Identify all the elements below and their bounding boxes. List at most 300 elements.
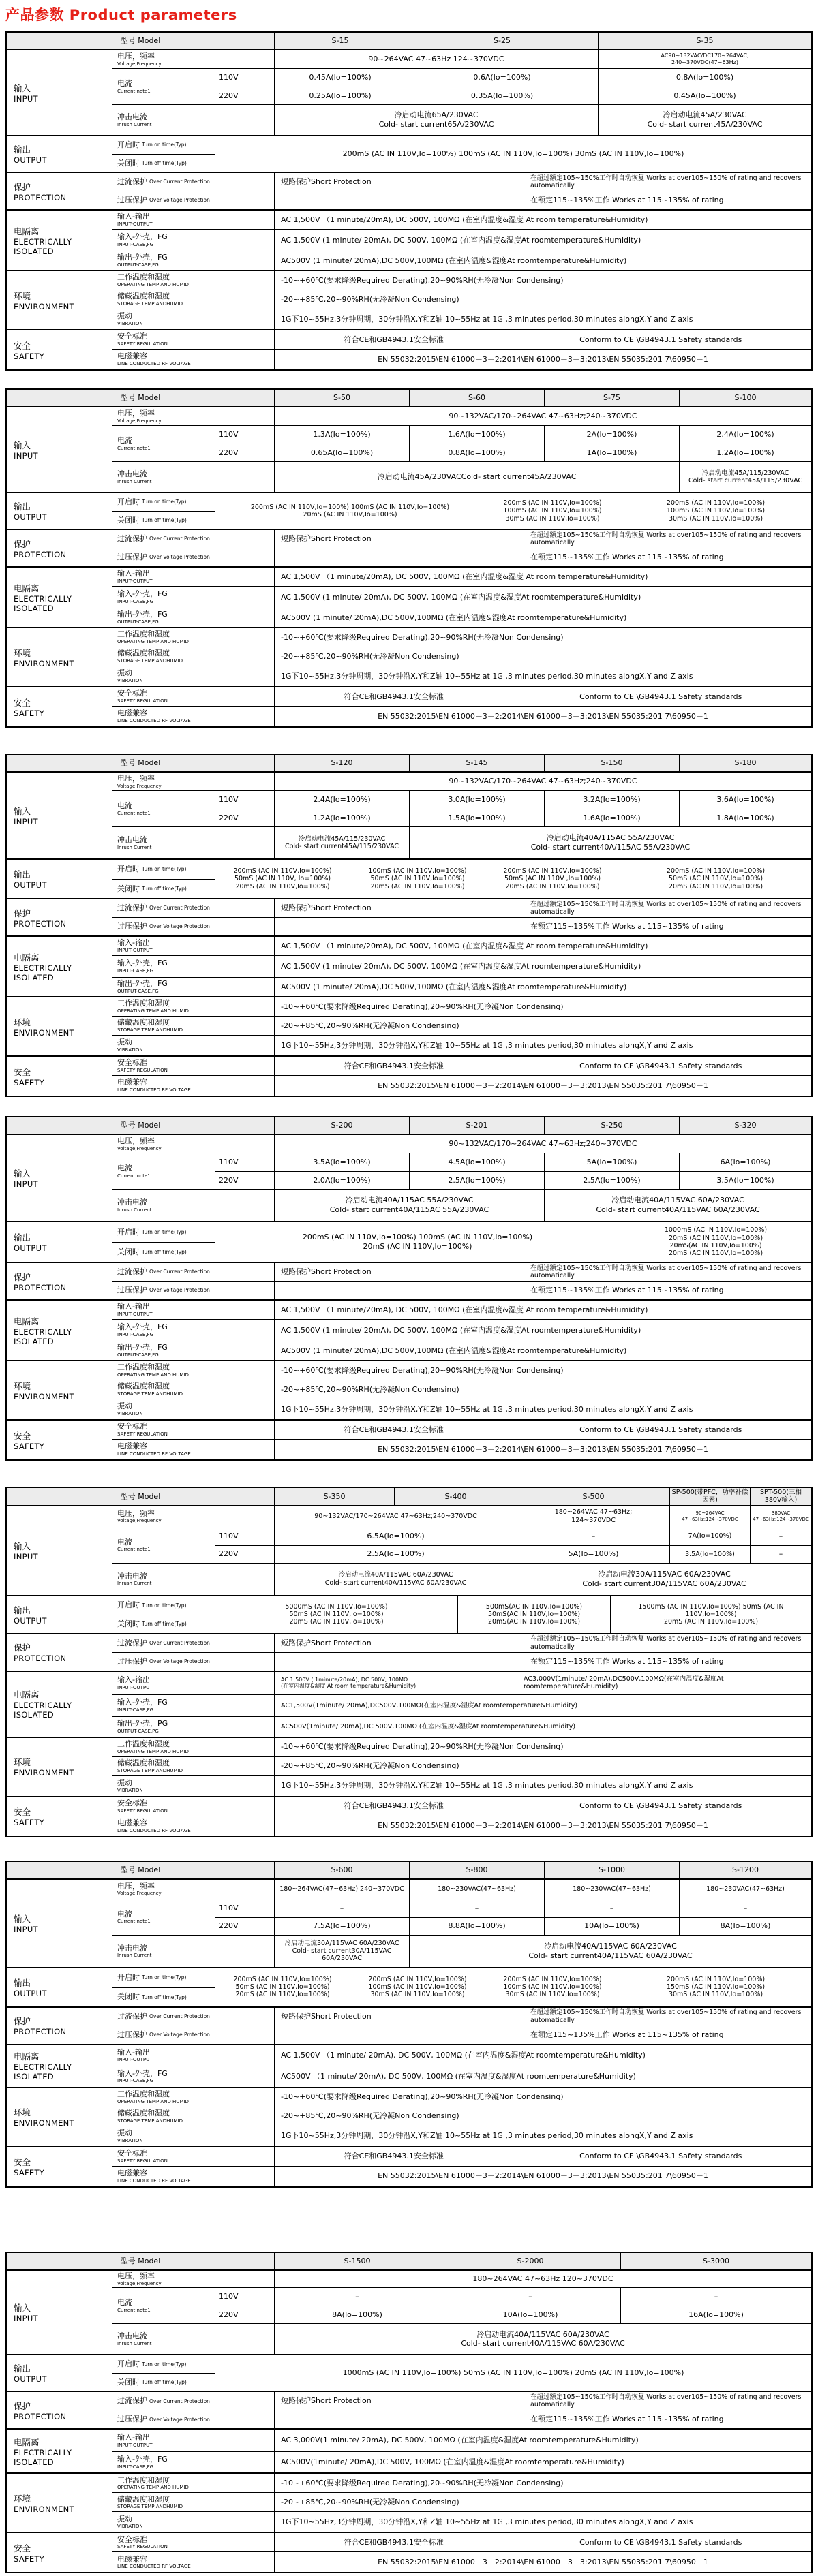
value-line: 500mS(AC IN 110V,Io=100%) [485,1602,583,1611]
label-zh: 电压，频率 [117,1508,155,1518]
value-line: 110V [219,1158,239,1167]
section-rows [112,1596,811,1633]
value-line: 冷启动电流45A/115/230VAC [701,469,789,477]
table-cell [274,407,811,425]
value-line: 30mS (AC IN 110V,Io=100%) [668,514,763,523]
table-cell [517,1672,811,1694]
label-zh: 输入-外壳，FG [117,959,168,968]
value-text: Conform to CE \GB4943.1 Safety standards [579,1425,742,1434]
table-row [112,2430,811,2451]
label-en: INPUT-CASE,FG [117,1332,154,1337]
section-label-en: PROTECTION [14,918,67,929]
table-cell [406,69,598,87]
section-label-zh: 输出 [14,869,31,880]
section-label-zh: 环境 [14,1757,31,1768]
section-label-en: ENVIRONMENT [14,1768,74,1778]
table-cell [524,548,811,566]
table-row [112,229,811,251]
value-text: Conform to CE \GB4943.1 Safety standards [579,692,742,701]
value-text: 符合CE和GB4943.1安全标准 [344,2537,444,2547]
table-row [112,1968,811,2006]
section-rows [112,2430,811,2472]
table-cell [524,1282,811,1299]
value-line: 1500mS (AC IN 110V,Io=100%) 50mS (AC IN 110V,Io=100%) [638,1602,784,1619]
table-cell [485,1968,620,2006]
value-line: EN 55032:2015\EN 61000－3－2:2014\EN 61000－3－3:2013\EN 55035:201 7\60950－1 [378,2171,708,2181]
value-line: 1.3A(Io=100%) [313,430,371,439]
table-row [112,1135,811,1153]
table-row [7,33,811,49]
section-label [7,687,112,726]
value-line: AC 1,500V (1 minute/ 20mA), DC 500V, 100MΩ (在室内温度&湿度At roomtemperature&Humidity) [281,235,641,245]
label-zh: 安全标准 [117,2149,147,2158]
value-line: 90~132VAC/170~264VAC 47~63Hz;240~370VDC [449,412,637,421]
row-label-turn-off [112,154,215,172]
section-label [7,1506,112,1595]
label-en: STORAGE TEMP ANDHUMID [117,301,183,307]
section-rows [112,1634,811,1671]
value-line: 型号 Model [120,36,161,46]
table-cell [680,809,811,826]
value-line: Cold- start current45A/115/230VAC [284,843,399,850]
section-label-zh: 输入 [14,1913,31,1924]
table-row [112,1281,811,1299]
section-label-zh: 安全 [14,697,31,708]
section-label-zh: 输出 [14,144,31,155]
value-line: AC500V (1 minute/ 20mA),DC 500V,100MΩ (在室内温度&湿度At roomtemperature&Humidity) [281,255,627,265]
table-cell [274,2533,811,2551]
model-name [598,33,811,49]
section-rows [112,899,811,935]
label-zh: 开启时 [117,1972,140,1982]
label-en: STORAGE TEMP ANDHUMID [117,1391,183,1397]
label-zh: 电磁兼容 [117,709,147,718]
label-zh: 过压保护 [117,2415,147,2424]
section-label-en: PROTECTION [14,1282,67,1292]
table-row [112,191,811,209]
table-row [7,390,811,406]
label-zh: 电压，频率 [117,51,155,61]
value-line: 冷启动电流40A/115VAC 60A/230VAC [544,1942,677,1951]
model-name [274,1488,394,1505]
section-rows [112,2533,811,2572]
table-cell [112,493,215,529]
section-label [7,2533,112,2572]
section-rows [112,937,811,996]
label-en: Over Current Protection [149,536,210,542]
value-line: S-120 [331,758,353,768]
table-cell [409,1880,544,1899]
label-en: Over Current Protection [149,2013,210,2020]
row-label-emc [112,350,274,369]
table-cell [274,1527,517,1563]
value-line: 20mS (AC IN 110V,Io=100%) [505,882,600,890]
table-section [7,492,811,529]
value-line: 220V [219,813,239,822]
row-label-operating-temp [112,997,274,1016]
section-rows [112,2474,811,2532]
section-label-zh: 电隔离 [14,1690,40,1701]
table-cell [620,493,811,529]
value-line: 冷启动电流45A/230VAC [663,110,747,120]
value-line: 20mS (AC IN 110V,Io=100%) [289,1618,384,1626]
table-section [7,1299,811,1360]
table-row [112,68,811,104]
table-cell [751,1527,811,1545]
label-en: INPUT-OUTPUT [117,578,153,584]
value-line: AC 1,500V （1 minute/ 20mA), DC 500V, 100MΩ (在室内温度&湿度At roomtemperature&Humidity) [281,2050,646,2060]
value-line: S-350 [323,1491,346,1501]
table-cell [599,69,811,87]
value-line: 短路保护Short Protection [281,2011,372,2021]
table-section [7,1134,811,1221]
section-label [7,2474,112,2532]
table-section [7,1262,811,1299]
table-cell [750,1527,811,1563]
label-zh: 开启时 [117,1600,140,1610]
section-rows [112,330,811,369]
value-line: 冷启动电流30A/115VAC 60A/230VAC [284,1939,399,1947]
model-name [274,33,406,49]
table-cell [215,809,274,826]
label-zh: 过流保护 [117,903,147,913]
section-label [7,1361,112,1419]
model-name [679,390,811,406]
table-cell [274,191,524,209]
section-label-zh: 环境 [14,1380,31,1391]
table-cell [410,1153,544,1171]
table-cell [274,2147,811,2166]
table-cell [274,1076,811,1096]
table-cell [598,69,811,104]
table-cell [544,791,679,826]
table-cell [680,1899,811,1917]
value-line: 0.8A(Io=100%) [676,73,734,82]
table-cell [544,426,679,461]
label-en: Inrush Current [117,1207,152,1213]
table-row [112,899,811,917]
table-cell [274,105,598,135]
table-cell [274,1653,524,1671]
label-en: OPERATING TEMP AND HUMID [117,1008,189,1014]
label-zh: 储藏温度和湿度 [117,2494,170,2504]
table-row [112,530,811,548]
table-row [112,1816,811,1836]
label-zh: 关闭时 [117,884,140,893]
value-line: 6A(Io=100%) [720,1158,771,1167]
value-line: 100mS (AC IN 110V,Io=100%) [503,1983,602,1991]
table-cell [524,530,811,548]
row-label-over-voltage-protection [112,2410,274,2428]
table-section [7,858,811,898]
section-label [7,493,112,529]
table-cell [274,687,811,706]
table-cell [545,1917,679,1935]
value-line: 180~230VAC(47~63Hz) [573,1885,651,1893]
table-section [7,2391,811,2428]
table-cell [680,444,811,461]
table-cell [517,1564,811,1595]
value-line: Cold- start current40A/115VAC 60A/230VAC [461,2339,625,2348]
value-line: 冷启动电流45A/115/230VAC [298,835,386,843]
label-en: STORAGE TEMP ANDHUMID [117,2504,183,2510]
section-label-en: ELECTRICALLY [14,1701,72,1711]
table-cell [215,136,811,172]
table-row [112,1189,811,1221]
row-label-output-case-fg [112,608,274,627]
row-label-safety-regulation [112,1797,274,1816]
label-en: VIBRATION [117,1411,143,1416]
table-cell [679,462,811,492]
table-row [112,407,811,425]
model-name [394,1488,517,1505]
table-cell [274,69,406,104]
table-cell [274,899,524,917]
section-label [7,1057,112,1096]
table-row [112,50,811,68]
section-label-en: INPUT [14,1551,38,1562]
table-row [112,1506,811,1527]
label-en: Turn off time(Typ) [142,885,187,892]
table-cell [524,1653,811,1671]
section-label [7,2008,112,2044]
value-line: 220V [219,91,239,100]
table-section [7,2006,811,2044]
value-line: AC 1,500V （1 minute/20mA), DC 500V, 100MΩ (在室内温度&湿度 At room temperature&Humidity) [281,572,648,581]
section-rows [112,1968,811,2006]
table-row [7,1117,811,1134]
label-en: Voltage,Frequency [117,1518,162,1524]
row-label-turn-off [112,879,215,898]
value-line: 在超过额定105~150%工作时自动恢复 Works at over105~150% of rating and recovers automatically [530,531,802,546]
row-label-input-output [112,2430,274,2451]
section-label-zh: 安全 [14,2543,31,2554]
table-cell [274,1564,517,1595]
label-zh: 安全标准 [117,2534,147,2544]
row-label-input-case-fg [112,2452,274,2472]
table-cell [524,173,811,191]
section-label-zh: 输出 [14,1604,31,1615]
table-cell [409,1899,544,1935]
table-cell [544,1899,679,1935]
table-section [7,1878,811,1967]
table-row [7,1488,811,1505]
value-line: 在超过额定105~150%工作时自动恢复 Works at over105~150% of rating and recovers automatically [530,2008,802,2024]
table-section [7,1505,811,1595]
label-en: LINE CONDUCTED RF VOLTAGE [117,361,191,367]
model-name [679,1862,811,1878]
section-label [7,173,112,209]
row-label-voltage-frequency [112,1135,274,1153]
value-line: 在额定115~135%工作 Works at 115~135% of rating [530,2030,724,2039]
value-line: – [591,1531,596,1540]
table-row [112,1596,811,1633]
value-line: 20mS(AC IN 110V,Io=100%) [487,1618,581,1626]
table-cell [409,791,544,826]
value-line: 20mS (AC IN 110V,Io=100%) [370,882,465,890]
row-label-voltage-frequency [112,407,274,425]
table-cell [274,1717,811,1737]
section-label-zh: 输入 [14,1168,31,1179]
table-row [112,586,811,608]
table-row [112,790,811,826]
model-header [7,390,274,406]
label-zh: 关闭时 [117,1247,140,1257]
section-label-en: OUTPUT [14,1243,47,1253]
label-en: Turn off time(Typ) [142,159,187,166]
table-cell [274,1320,811,1341]
value-line: 110V [219,73,239,82]
value-line: AC500V (1 minute/ 20mA),DC 500V,100MΩ (在室内温度&湿度At roomtemperature&Humidity) [281,982,627,991]
table-row [112,349,811,369]
table-section [7,935,811,996]
table-row [112,1716,811,1737]
value-line: 冷启动电流40A/115VAC 60A/230VAC [338,1571,453,1579]
label-en: Voltage,Frequency [117,2280,162,2286]
section-rows [7,1488,811,1505]
table-cell [215,2288,274,2306]
value-line: S-35 [696,36,714,46]
table-section [7,2428,811,2472]
value-line: 110V [219,2292,239,2301]
row-label-over-current-protection [112,2392,274,2410]
value-line: 7.5A(Io=100%) [313,1921,371,1931]
table-row [112,1380,811,1399]
section-label-en: ISOLATED [14,1336,54,1346]
table-cell [275,87,406,104]
label-en: Over Voltage Protection [149,197,210,204]
row-label-safety-regulation [112,330,274,349]
table-cell [620,860,811,898]
section-rows [112,136,811,172]
row-label-vibration [112,666,274,686]
section-label [7,2045,112,2087]
row-label-safety-regulation [112,2533,274,2551]
label-zh: 振动 [117,1778,132,1788]
row-label-input-output [112,211,274,229]
table-cell [215,426,274,461]
table-section [7,406,811,492]
section-label-en: ENVIRONMENT [14,1027,74,1038]
label-zh: 储藏温度和湿度 [117,1382,170,1391]
table-row [112,1797,811,1816]
value-line: 1A(Io=100%) [586,448,637,457]
section-rows [112,2392,811,2428]
table-cell [274,2410,524,2428]
model-header [7,33,274,49]
label-zh: 输出-外壳，FG [117,979,168,989]
spec-table-s1500-s2000-s3000 [5,2252,813,2574]
value-line: 30mS (AC IN 110V,Io=100%) [505,1991,600,1999]
value-line: S-200 [331,1121,353,1130]
label-en: Voltage,Frequency [117,418,162,424]
value-text: Conform to CE \GB4943.1 Safety standards [579,2537,742,2547]
table-section [7,33,811,49]
row-label-input-output [112,1672,274,1694]
section-rows [112,773,811,858]
label-zh: 工作温度和湿度 [117,630,170,639]
value-line: – [528,2292,532,2301]
table-cell [679,1880,811,1899]
table-cell [112,1222,215,1262]
value-line: -10~+60℃(要求降级Required Derating),20~90%RH(无冷凝Non Condensing) [281,1742,564,1752]
value-line: 2.4A(Io=100%) [716,430,774,439]
section-label-en: SAFETY [14,2554,45,2564]
section-label-en: OUTPUT [14,880,47,890]
value-line: 2A(Io=100%) [586,430,637,439]
table-cell [274,1421,811,1439]
section-label-zh: 安全 [14,2157,31,2168]
value-line: S-100 [734,393,757,403]
label-zh: 电流 [117,801,132,810]
value-line: 在额定115~135%工作 Works at 115~135% of rating [530,553,724,562]
value-line: S-60 [468,393,485,403]
row-label-voltage-frequency [112,1506,274,1527]
section-label-zh: 环境 [14,2107,31,2118]
label-en: Turn on time(Typ) [142,1228,187,1235]
section-label [7,330,112,369]
value-line: – [714,2292,718,2301]
value-line: 180~264VAC(47~63Hz) 240~370VDC [279,1885,404,1893]
section-label-en: OUTPUT [14,1615,47,1626]
page-title: 产品参数 Product parameters [5,7,237,23]
table-cell [274,530,524,548]
label-en: Inrush Current [117,1581,152,1587]
table-section [7,627,811,686]
value-line: Cold- start current30A/115VAC 60A/230VAC [582,1579,746,1588]
table-cell [274,1380,811,1399]
label-zh: 关闭时 [117,515,140,525]
table-cell [679,791,811,826]
section-rows [7,1862,811,1878]
label-zh: 冲击电流 [117,835,147,844]
model-name [544,390,679,406]
label-zh: 输出-外壳，PG [117,1719,168,1728]
value-line: 100mS (AC IN 110V,Io=100%) [503,507,602,515]
value-line: 冷启动电流40A/115AC 55A/230VAC [546,833,675,843]
value-line: 1000mS (AC IN 110V,Io=100%) 50mS (AC IN 110V,Io=100%) 20mS (AC IN 110V,Io=100%) [342,2368,684,2378]
label-en: INPUT-CASE,FG [117,242,154,247]
value-line: 2.0A(Io=100%) [313,1175,371,1185]
section-label-en: INPUT [14,1179,38,1189]
row-label-over-current-protection [112,173,274,191]
value-line: EN 55032:2015\EN 61000－3－2:2014\EN 61000－3－3:2013\EN 55035:201 7\60950－1 [378,1081,708,1090]
section-label-en: SAFETY [14,351,45,361]
section-label-zh: 输出 [14,1977,31,1988]
label-en: Over Voltage Protection [149,1658,210,1665]
table-cell [215,1527,274,1563]
row-label-inrush [112,2324,274,2354]
table-cell [679,426,811,461]
table-cell [274,350,811,369]
value-line: 90~264VAC 47~63Hz 124~370VDC [368,55,504,64]
value-line: 90~132VAC/170~264VAC 47~63Hz;240~370VDC [314,1512,477,1521]
label-en: Over Voltage Protection [149,554,210,561]
label-zh: 开启时 [117,140,140,150]
value-line: 1G下10~55Hz,3分钟周期，30分钟沿X,Y和Z轴 10~55Hz at 1G ,3 minutes period,30 minutes alongX,Y and Z axis [281,1040,693,1050]
row-label-output-case-fg [112,251,274,270]
table-cell [274,1936,409,1967]
table-section [7,529,811,566]
value-line: -10~+60℃(要求降级Required Derating),20~90%RH(无冷凝Non Condensing) [281,1002,564,1011]
table-cell [112,2355,215,2391]
label-zh: 电压，频率 [117,773,155,783]
value-line: 冷启动电流30A/115VAC 60A/230VAC [598,1570,731,1579]
section-label-en: INPUT [14,2314,38,2324]
value-line: 5A(Io=100%) [586,1158,637,1167]
table-cell [544,1190,811,1221]
section-label-en: ELECTRICALLY [14,2062,72,2073]
